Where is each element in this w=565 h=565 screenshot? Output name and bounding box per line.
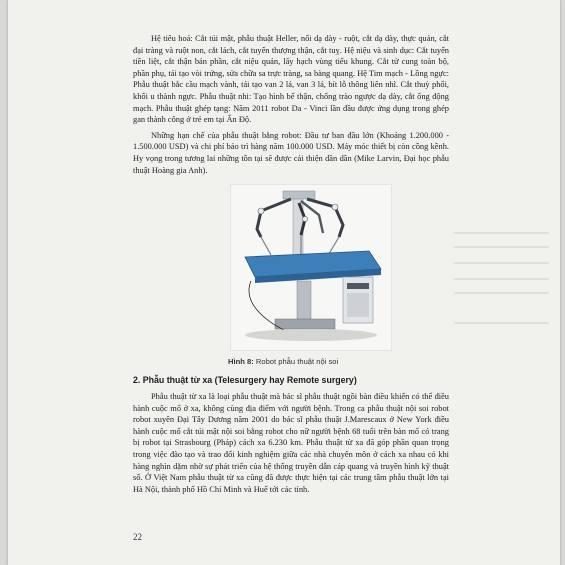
show-through-line xyxy=(454,246,549,248)
paragraph-organ-systems: Hệ tiêu hoá: Cắt túi mật, phẫu thuật Heller, nối dạ dày - ruột, cắt dạ dày, thực quản, cắt đại tràng và ruột non, cắt lách, cắt tuyến thượng thận, cắt tuỵ. Hệ niệu và sinh dục: Cắt tuyến tiền liệt, cắt thận bán phần, cắt niệu quản, lấy hạch vùng tiểu khung. Cắt tử cung toàn bộ, phần phụ, tái tạo vòi trứng, sửa chữa sa trực tràng, sa bàng quang. Hệ Tim mạch - Lồng ngực: Phẫu thuật bắc cầu mạch vành, tái tạo van 2 lá, van 3 lá, bít lỗ thông liên nhĩ. Cắt thuỳ phổi, khối u thành ngực. Phẫu thuật nhi: Tạo hình bể thận, chống trào ngược dạ dày, cắt ống động mạch. Phẫu thuật ghép tạng: Năm 2011 robot Da - Vinci lần đầu được ứng dụng trong ghép gan thành công ở trẻ em tại Ấn Độ. xyxy=(133,34,449,125)
paragraph-telesurgery: Phẫu thuật từ xa là loại phẫu thuật mà bác sĩ phẫu thuật ngồi bàn điều khiển có thể điều hành cuộc mổ ở xa, không cùng địa điểm với người bệnh. Trong ca phẫu thuật nội soi robot robot xuyên Đại Tây Dương năm 2001 do bác sĩ phẫu thuật J.Marescaux ở New York điều hành cuộc mổ cắt túi mật nội soi bằng robot cho nữ người bệnh 68 tuổi trên bàn mổ có trang bị robot tại Strasbourg (Pháp) cách xa 6.230 km. Phẫu thuật từ xa đã góp phần quan trọng trong việc đào tạo và trao đổi kinh nghiệm giữa các nhà chuyên môn ở cách xa nhau có khi hàng nghìn dặm nhờ sự phát triển của hệ thống truyền dẫn cáp quang và truyền hình kỹ thuật số. Ở Việt Nam phẫu thuật từ xa cũng đã được thực hiện tại các trung tâm phẫu thuật lớn tại Hà Nội, thành phố Hồ Chí Minh và Huế tới các tỉnh. xyxy=(133,392,449,494)
robot-photo xyxy=(230,184,392,351)
figure-caption-text: Robot phẫu thuật nội soi xyxy=(255,357,339,366)
section-heading: 2. Phẫu thuật từ xa (Telesurgery hay Remote surgery) xyxy=(133,375,357,385)
show-through-line xyxy=(454,262,549,264)
section-text xyxy=(133,391,449,495)
show-through-line xyxy=(454,232,549,234)
paragraph-limitations: Những hạn chế của phẫu thuật bằng robot: Đầu tư ban đầu lớn (Khoảng 1.200.000 - 1.500.000 USD) và chi phí bảo trì hàng năm 100.000 USD. Máy móc thiết bị còn cồng kềnh. Hy vọng trong tương lai những tồn tại sẽ được cải thiện dần dần (Mike Larvin, Đại học phẫu thuật Hoàng gia Anh). xyxy=(133,130,449,175)
show-through-line xyxy=(454,322,549,324)
show-through-line xyxy=(454,278,549,280)
document-page xyxy=(8,0,560,565)
figure-number: Hình 8: xyxy=(228,357,254,366)
page-number: 22 xyxy=(133,532,142,542)
body-text xyxy=(133,33,449,176)
show-through-line xyxy=(454,292,549,294)
figure-caption xyxy=(228,357,398,366)
